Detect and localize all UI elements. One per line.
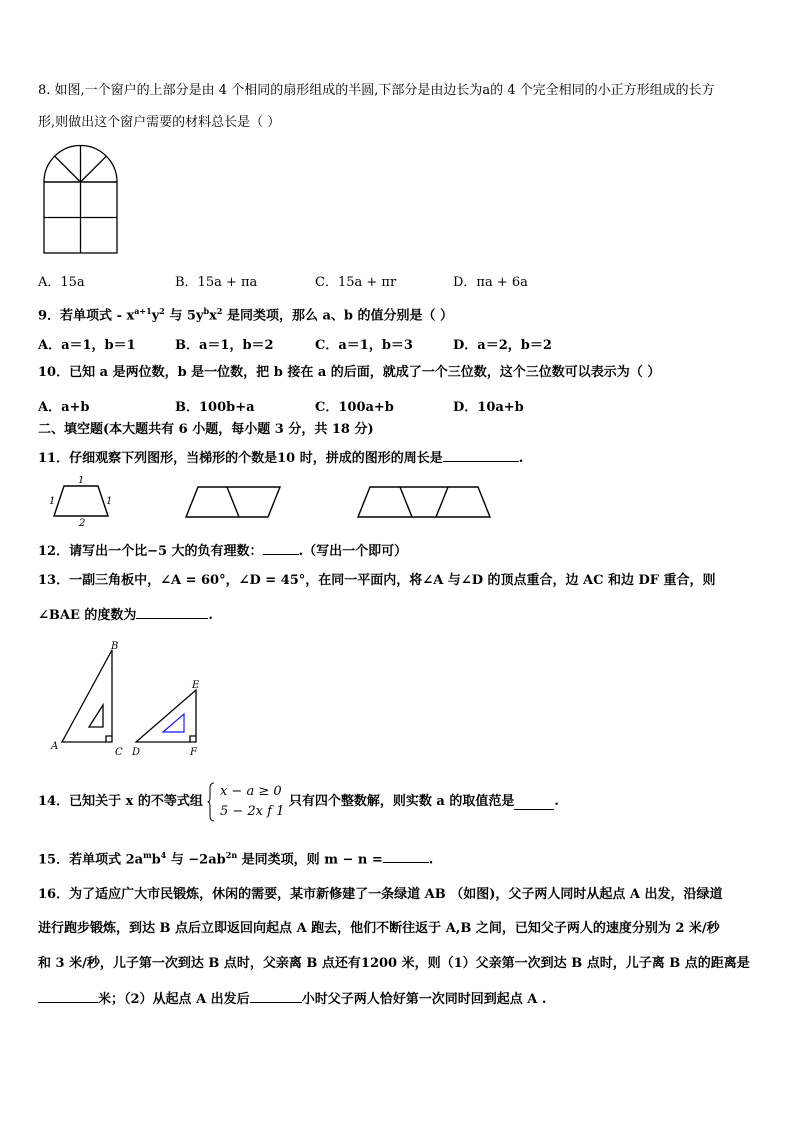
trapezoid-pattern-figure	[46, 476, 506, 526]
q12-stem: 12．请写出一个比−5 大的负有理数： .（写出一个即可）	[38, 540, 407, 561]
q16-stem-line2: 进行跑步锻炼，到达 B 点后立即返回向起点 A 跑去，他们不断往返于 A,B 之间，已知父子两人的速度分别为 2 米/秒	[38, 921, 720, 936]
q8-option-c: C．15a + πr	[315, 275, 397, 290]
q9-option-a: A．a＝1，b＝1	[38, 338, 136, 353]
q8-stem-line1: 8. 如图,一个窗户的上部分是由 4 个相同的扇形组成的半圆,下部分是由边长为a的 4 个完全相同的小正方形组成的长方	[38, 83, 715, 98]
q8-option-b: B．15a + πa	[175, 275, 258, 290]
inequality-2: 5 − 2x f 1	[219, 804, 285, 819]
trapezoid-right-label: 1	[106, 496, 113, 507]
q8-stem-line2: 形,则做出这个窗户需要的材料总长是（ ）	[38, 115, 281, 130]
window-figure	[40, 144, 122, 256]
q11-stem: 11．仔细观察下列图形，当梯形的个数是10 时，拼成的图形的周长是 .	[38, 447, 523, 468]
q9-stem: 9．若单项式 - $x^{a+1}y^2$ 与 $5y^bx^2$ 是同类项，那么 a、b 的值分别是（ ）	[38, 306, 454, 324]
q15-stem: 15．若单项式 $2a^mb^4$ 与 $-2ab^{2n}$ 是同类项，则 m − n = .	[38, 850, 434, 868]
label-a: A	[51, 741, 59, 752]
q10-option-a: A．a+b	[38, 400, 90, 415]
q13-stem-line1: 13．一副三角板中，∠A = 60°，∠D = 45°，在同一平面内，将∠A 与∠D 的顶点重合，边 AC 和边 DF 重合，则	[38, 573, 716, 588]
q10-stem: 10．已知 a 是两位数，b 是一位数，把 b 接在 a 的后面，就成了一个三位数，这个三位数可以表示为（ ）	[38, 365, 661, 380]
trapezoid-bottom-label: 2	[79, 518, 86, 526]
q16-stem-line4: 米；（2）从起点 A 出发后 小时父子两人恰好第一次同时回到起点 A .	[38, 988, 546, 1009]
q13-stem-line2: ∠BAE 的度数为 .	[38, 604, 213, 625]
triangle-rulers-figure	[46, 638, 216, 760]
q16-answer-blank-2[interactable]	[250, 988, 302, 1003]
q9-option-d: D．a＝2，b＝2	[453, 338, 552, 353]
section-heading-fill-in: 二、填空题(本大题共有 6 小题，每小题 3 分，共 18 分)	[38, 422, 374, 437]
q9-option-b: B．a＝1，b＝2	[175, 338, 274, 353]
q13-answer-blank[interactable]	[136, 604, 208, 619]
q16-stem-line3: 和 3 米/秒，儿子第一次到达 B 点时，父亲离 B 点还有1200 米，则（1）父亲第一次到达 B 点时，儿子离 B 点的距离是	[38, 956, 750, 971]
q16-stem-line1: 16．为了适应广大市民锻炼，休闲的需要，某市新修建了一条绿道 AB （如图)，父子两人同时从起点 A 出发，沿绿道	[38, 887, 723, 902]
label-f: F	[190, 747, 197, 758]
trapezoid-left-label: 1	[49, 496, 56, 507]
q11-answer-blank[interactable]	[443, 447, 519, 462]
q8-option-a: A．15a	[38, 275, 85, 290]
label-d: D	[132, 747, 141, 758]
label-b: B	[111, 641, 119, 652]
q10-option-c: C．100a+b	[315, 400, 394, 415]
label-e: E	[192, 680, 200, 691]
q15-answer-blank[interactable]	[383, 848, 429, 863]
q9-option-c: C．a＝1，b＝3	[315, 338, 413, 353]
q14-answer-blank[interactable]	[514, 795, 554, 810]
inequality-system	[207, 782, 284, 822]
q10-option-b: B．100b+a	[175, 400, 255, 415]
label-c: C	[115, 747, 123, 758]
q12-answer-blank[interactable]	[263, 540, 299, 555]
q10-option-d: D．10a+b	[453, 400, 524, 415]
inequality-1: x − a ≥ 0	[219, 784, 282, 799]
trapezoid-top-label: 1	[78, 476, 85, 486]
q14-stem: 14．已知关于 x 的不等式组 x − a ≥ 0 5 − 2x f 1 只有四个整数解，则实数 a 的取值范是 .	[38, 782, 559, 826]
q8-option-d: D．πa + 6a	[453, 275, 528, 290]
q16-answer-blank-1[interactable]	[38, 988, 98, 1003]
